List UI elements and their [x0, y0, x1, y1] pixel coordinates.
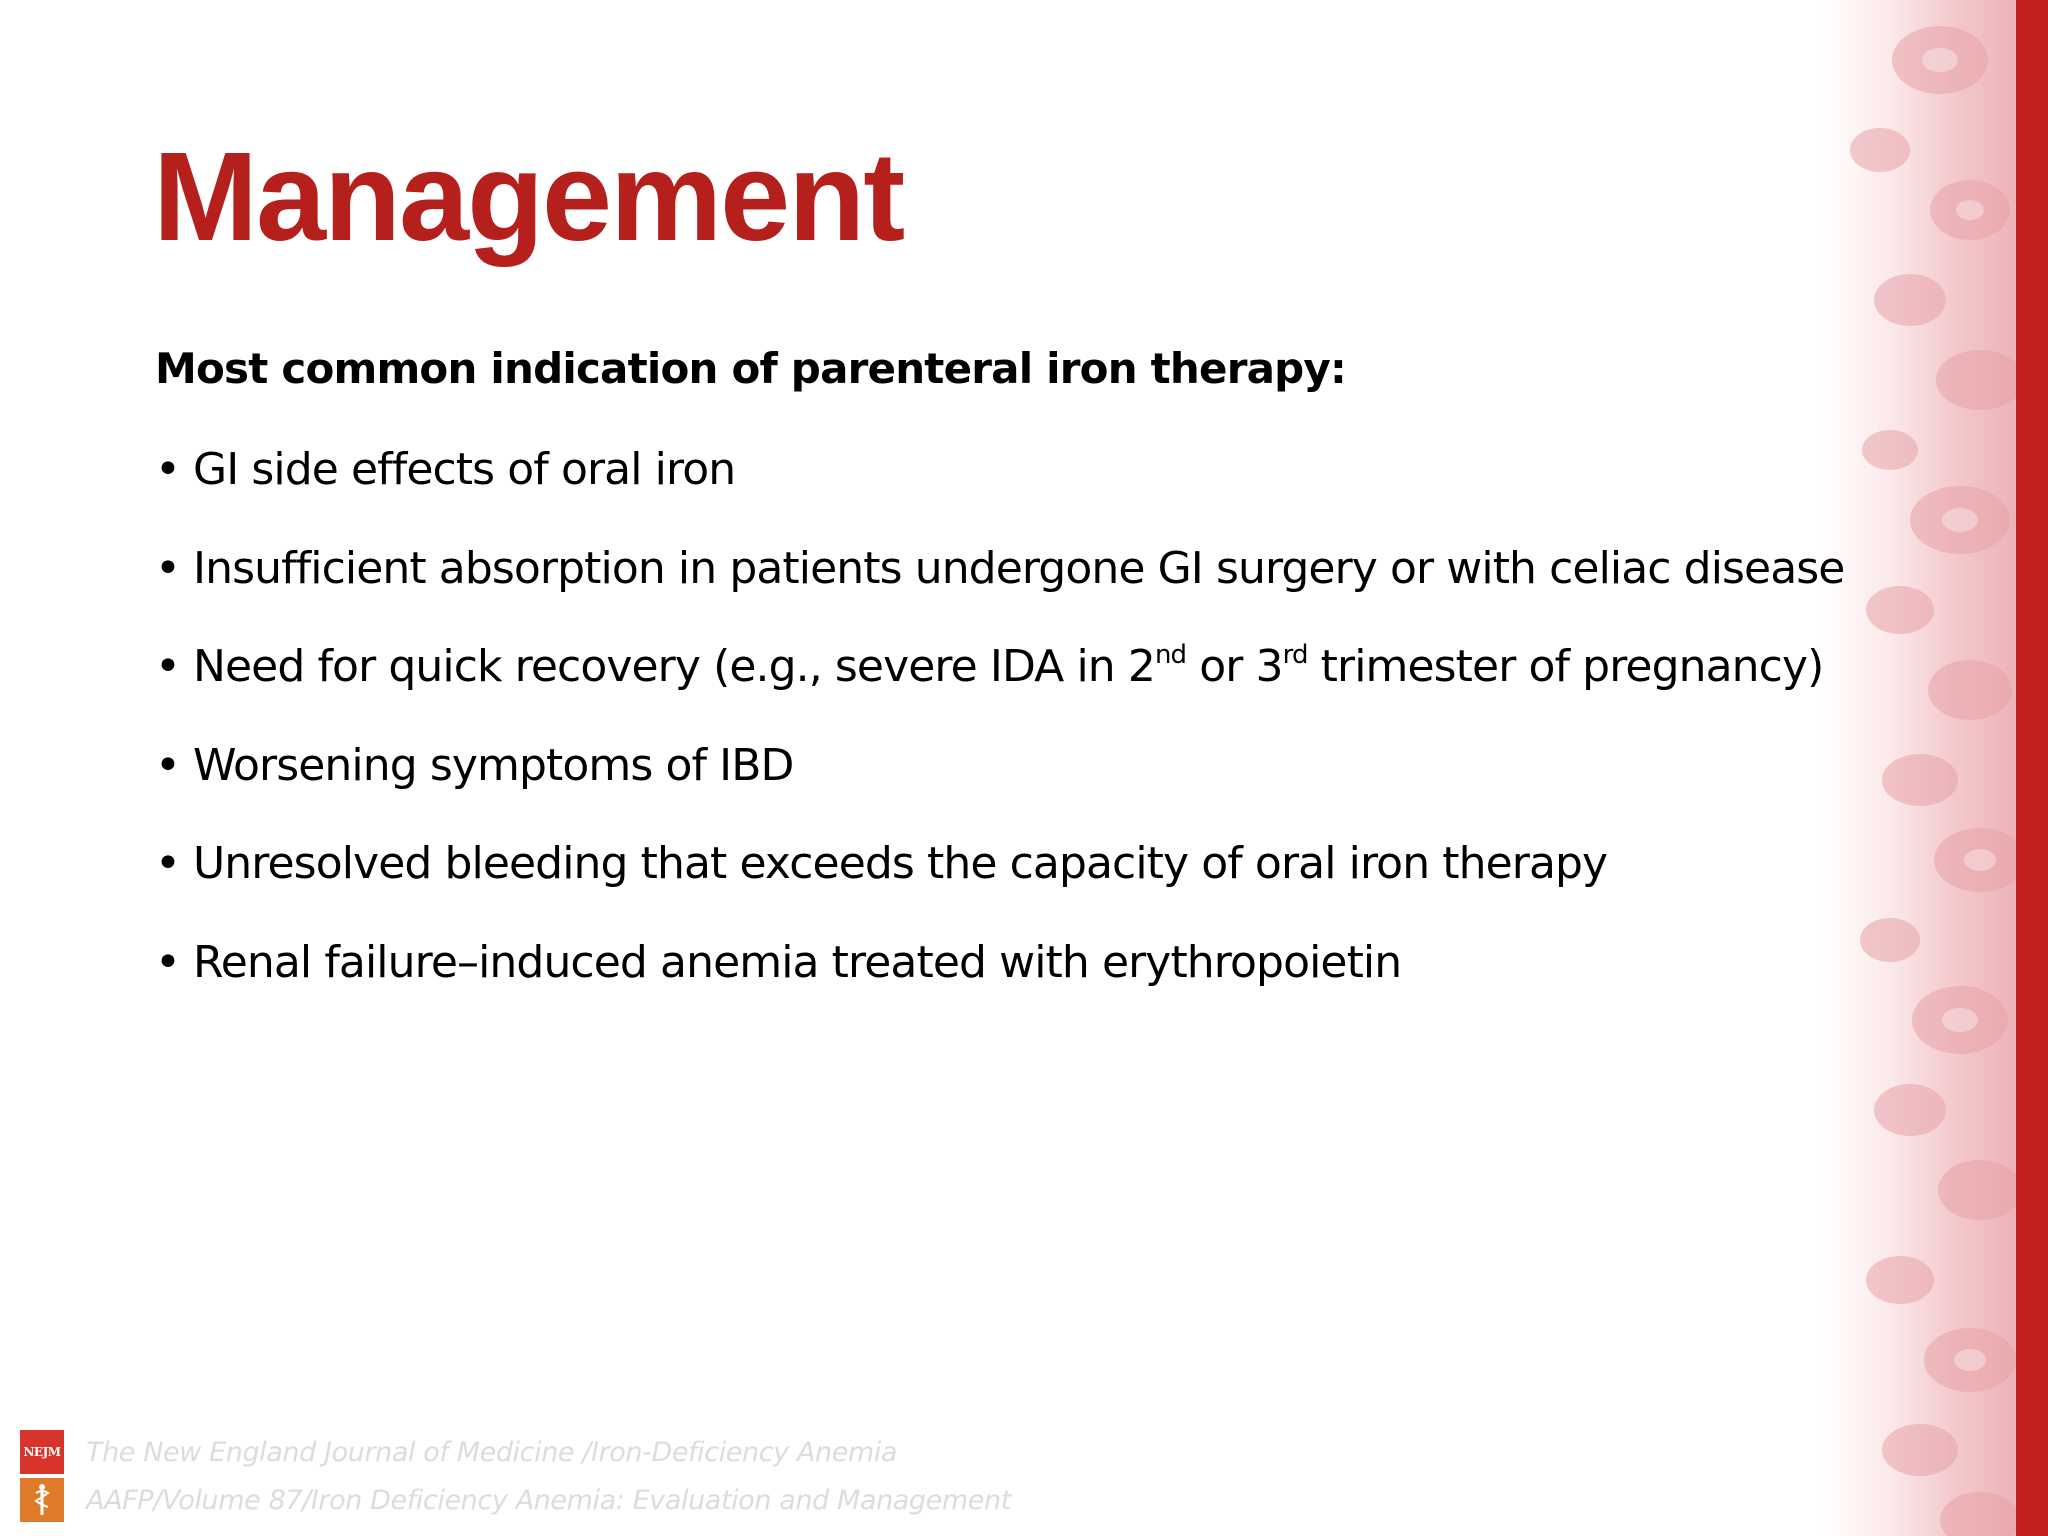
bullet-text: Worsening symptoms of IBD [193, 739, 794, 791]
blood-cell-background-image [1820, 0, 2016, 1536]
bullet-item [155, 440, 1844, 539]
bullet-item [155, 834, 1844, 933]
bullet-item [155, 736, 1844, 835]
bullet-text: or 3 [1186, 641, 1283, 692]
bullet-icon: • [155, 444, 181, 495]
bullet-text: Insufficient absorption in patients undergone GI surgery or with celiac disease [193, 542, 1845, 594]
caduceus-icon [30, 1483, 54, 1517]
reference-item [20, 1428, 1011, 1476]
blood-cells-decoration [1820, 0, 2016, 1536]
bullet-icon: • [155, 936, 181, 988]
nejm-logo-text: NEJM [23, 1445, 61, 1459]
reference-text: AAFP/Volume 87/Iron Deficiency Anemia: Evaluation and Management [86, 1484, 1011, 1516]
references [20, 1428, 1011, 1524]
nejm-logo-icon [20, 1430, 64, 1474]
bullet-text: Renal failure–induced anemia treated with erythropoietin [193, 936, 1402, 988]
accent-bar [2016, 0, 2048, 1536]
bullet-icon: • [155, 838, 181, 889]
bullet-item [155, 637, 1844, 736]
bullet-list [155, 440, 1844, 1031]
bullet-text: trimester of pregnancy) [1307, 641, 1824, 692]
reference-item [20, 1476, 1011, 1524]
bullet-icon: • [155, 641, 181, 692]
slide-title: Management [153, 126, 904, 267]
ordinal-suffix: nd [1154, 640, 1187, 670]
slide-subheading: Most common indication of parenteral iron therapy: [155, 344, 1346, 393]
aafp-logo-icon [20, 1478, 64, 1522]
bullet-text: Need for quick recovery (e.g., severe IDA in 2 [193, 641, 1155, 692]
bullet-text: GI side effects of oral iron [193, 444, 736, 495]
bullet-text: Unresolved bleeding that exceeds the capacity of oral iron therapy [193, 838, 1608, 889]
bullet-icon: • [155, 542, 181, 594]
bullet-item [155, 539, 1844, 638]
bullet-item [155, 933, 1844, 1032]
ordinal-suffix: rd [1282, 640, 1308, 670]
reference-text: The New England Journal of Medicine /Iron-Deficiency Anemia [86, 1436, 898, 1468]
bullet-icon: • [155, 739, 181, 791]
